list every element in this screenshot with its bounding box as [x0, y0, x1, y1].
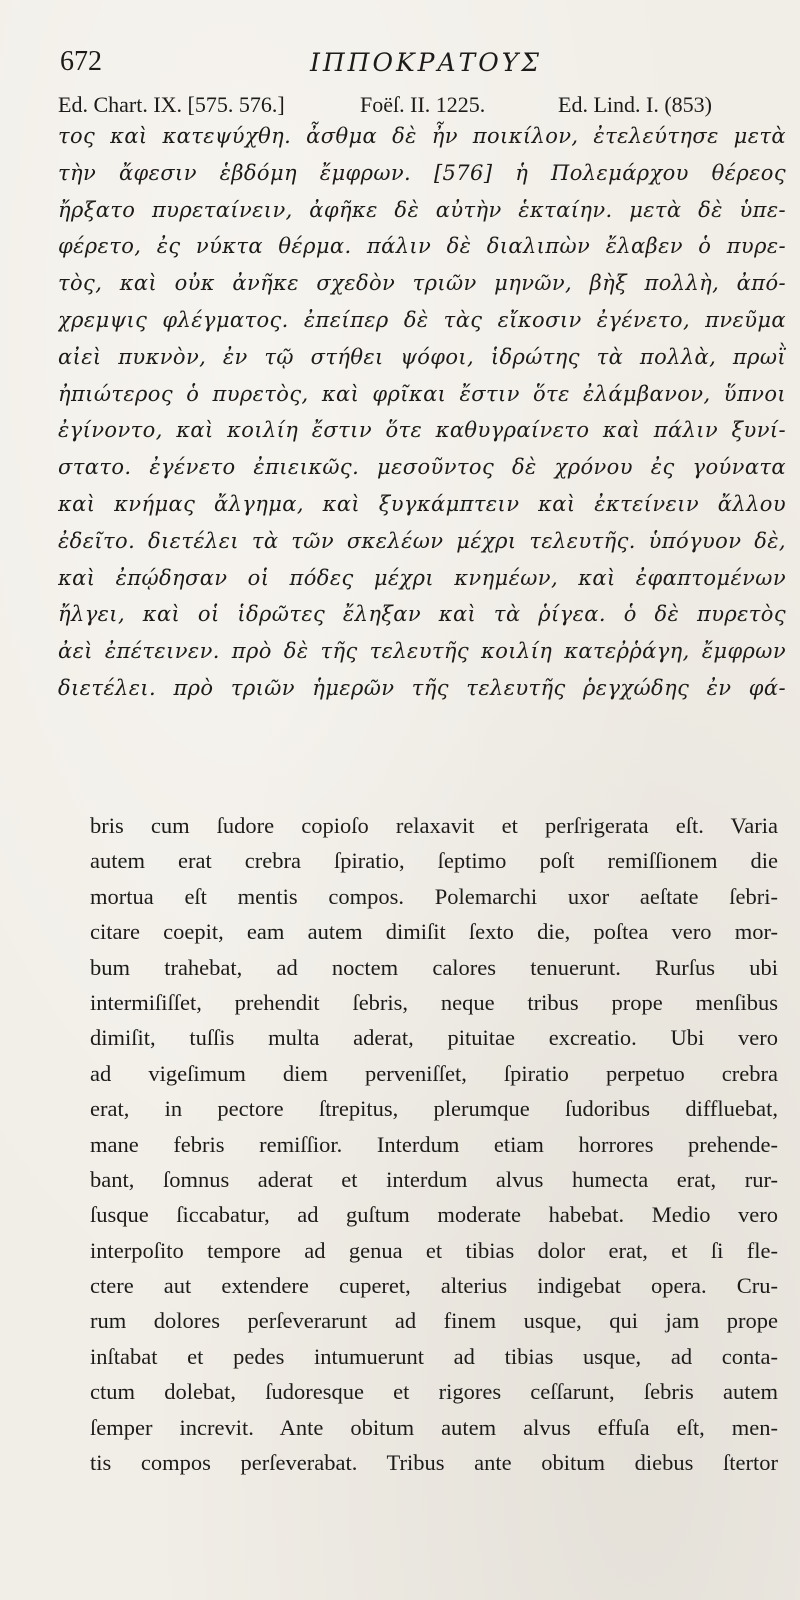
latin-line: interpoſito tempore ad genua et tibias dolor erat, et ſi fle-	[90, 1237, 778, 1263]
latin-text-block	[90, 808, 778, 1480]
greek-line: τὴν ἄφεσιν ἑβδόμη ἔμφρων. [576] ἡ Πολεμάρχου θέρεος	[58, 160, 786, 185]
section-gap	[60, 782, 780, 783]
latin-line: autem erat crebra ſpiratio, ſeptimo poſt remiſſionem die	[90, 848, 778, 874]
latin-line: mortua eſt mentis compos. Polemarchi uxor aeſtate ſebri-	[90, 883, 778, 909]
latin-line: ctum dolebat, ſudoresque et rigores ceſſarunt, ſebris autem	[90, 1379, 778, 1405]
greek-line: ἤρξατο πυρεταίνειν, ἀφῆκε δὲ αὐτὴν ἑκταίην. μετὰ δὲ ὑπε-	[58, 197, 786, 222]
running-head: ΙΠΠΟΚΡΑΤΟΥΣ	[310, 48, 542, 77]
latin-line: mane febris remiſſior. Interdum etiam horrores prehende-	[90, 1131, 778, 1157]
greek-line: καὶ ἐπῴδησαν οἱ πόδες μέχρι κνημέων, καὶ ἐφαπτομένων	[58, 565, 786, 590]
greek-line: φέρετο, ἐς νύκτα θέρμα. πάλιν δὲ διαλιπὼν ἔλαβεν ὁ πυρε-	[58, 234, 786, 259]
latin-line: inſtabat et pedes intumuerunt ad tibias usque, ad conta-	[90, 1343, 778, 1369]
latin-line: bant, ſomnus aderat et interdum alvus humecta erat, rur-	[90, 1166, 778, 1192]
latin-line: ſusque ſiccabatur, ad guſtum moderate habebat. Medio vero	[90, 1202, 778, 1228]
greek-line: ἐγίνοντο, καὶ κοιλίη ἔστιν ὅτε καθυγραίνετο καὶ πάλιν ξυνί-	[58, 418, 786, 443]
edition-chartier: Ed. Chart. IX. [575. 576.]	[58, 92, 285, 117]
edition-linden: Ed. Lind. I. (853)	[558, 92, 712, 117]
latin-line: ctere aut extendere cuperet, alterius indigebat opera. Cru-	[90, 1273, 778, 1299]
greek-line: ἠπιώτερος ὁ πυρετὸς, καὶ φρῖκαι ἔστιν ὅτε ἐλάμβανον, ὕπνοι	[58, 381, 786, 406]
latin-line: ad vigeſimum diem perveniſſet, ſpiratio perpetuo crebra	[90, 1060, 778, 1086]
greek-line: ἤλγει, καὶ οἱ ἱδρῶτες ἔληξαν καὶ τὰ ῥίγεα. ὁ δὲ πυρετὸς	[58, 602, 786, 627]
latin-line: tis compos perſeverabat. Tribus ante obitum diebus ſtertor	[90, 1450, 778, 1476]
edition-foes: Foëſ. II. 1225.	[360, 92, 486, 117]
page-number: 672	[60, 46, 102, 77]
greek-line: τος καὶ κατεψύχθη. ἆσθμα δὲ ἦν ποικίλον, ἐτελεύτησε μετὰ	[58, 124, 786, 148]
greek-line: τὸς, καὶ οὐκ ἀνῆκε σχεδὸν τριῶν μηνῶν, βὴξ πολλὴ, ἀπό-	[58, 271, 786, 296]
greek-line: ἐδεῖτο. διετέλει τὰ τῶν σκελέων μέχρι τελευτῆς. ὑπόγυον δὲ,	[58, 528, 786, 553]
greek-text-block	[58, 118, 786, 707]
latin-line: erat, in pectore ſtrepitus, plerumque ſudoribus diffluebat,	[90, 1096, 778, 1122]
latin-line: citare coepit, eam autem dimiſit ſexto die, poſtea vero mor-	[90, 919, 778, 945]
latin-line: intermiſiſſet, prehendit ſebris, neque tribus prope menſibus	[90, 989, 778, 1015]
page-header	[60, 46, 780, 86]
greek-line: χρεμψις φλέγματος. ἐπείπερ δὲ τὰς εἴκοσιν ἐγένετο, πνεῦμα	[58, 307, 786, 332]
latin-line: dimiſit, tuſſis multa aderat, pituitae excreatio. Ubi vero	[90, 1025, 778, 1051]
greek-line: στατο. ἐγένετο ἐπιεικῶς. μεσοῦντος δὲ χρόνου ἐς γούνατα	[58, 455, 786, 480]
latin-line: bris cum ſudore copioſo relaxavit et perſrigerata eſt. Varia	[90, 813, 778, 838]
greek-line: αἰεὶ πυκνὸν, ἐν τῷ στήθει ψόφοι, ἱδρώτης τὰ πολλὰ, πρωῒ	[58, 344, 786, 369]
greek-line: καὶ κνήμας ἄλγημα, καὶ ξυγκάμπτειν καὶ ἐκτείνειν ἄλλου	[58, 491, 786, 516]
latin-line: bum trahebat, ad noctem calores tenuerunt. Rurſus ubi	[90, 954, 778, 980]
greek-line: ἀεὶ ἐπέτεινεν. πρὸ δὲ τῆς τελευτῆς κοιλίη κατεῤῥάγη, ἔμφρων	[58, 639, 786, 664]
greek-line: διετέλει. πρὸ τριῶν ἡμερῶν τῆς τελευτῆς ῥεγχώδης ἐν φά-	[58, 675, 786, 700]
latin-line: ſemper increvit. Ante obitum autem alvus effuſa eſt, men-	[90, 1414, 778, 1440]
latin-line: rum dolores perſeverarunt ad finem usque, qui jam prope	[90, 1308, 778, 1334]
